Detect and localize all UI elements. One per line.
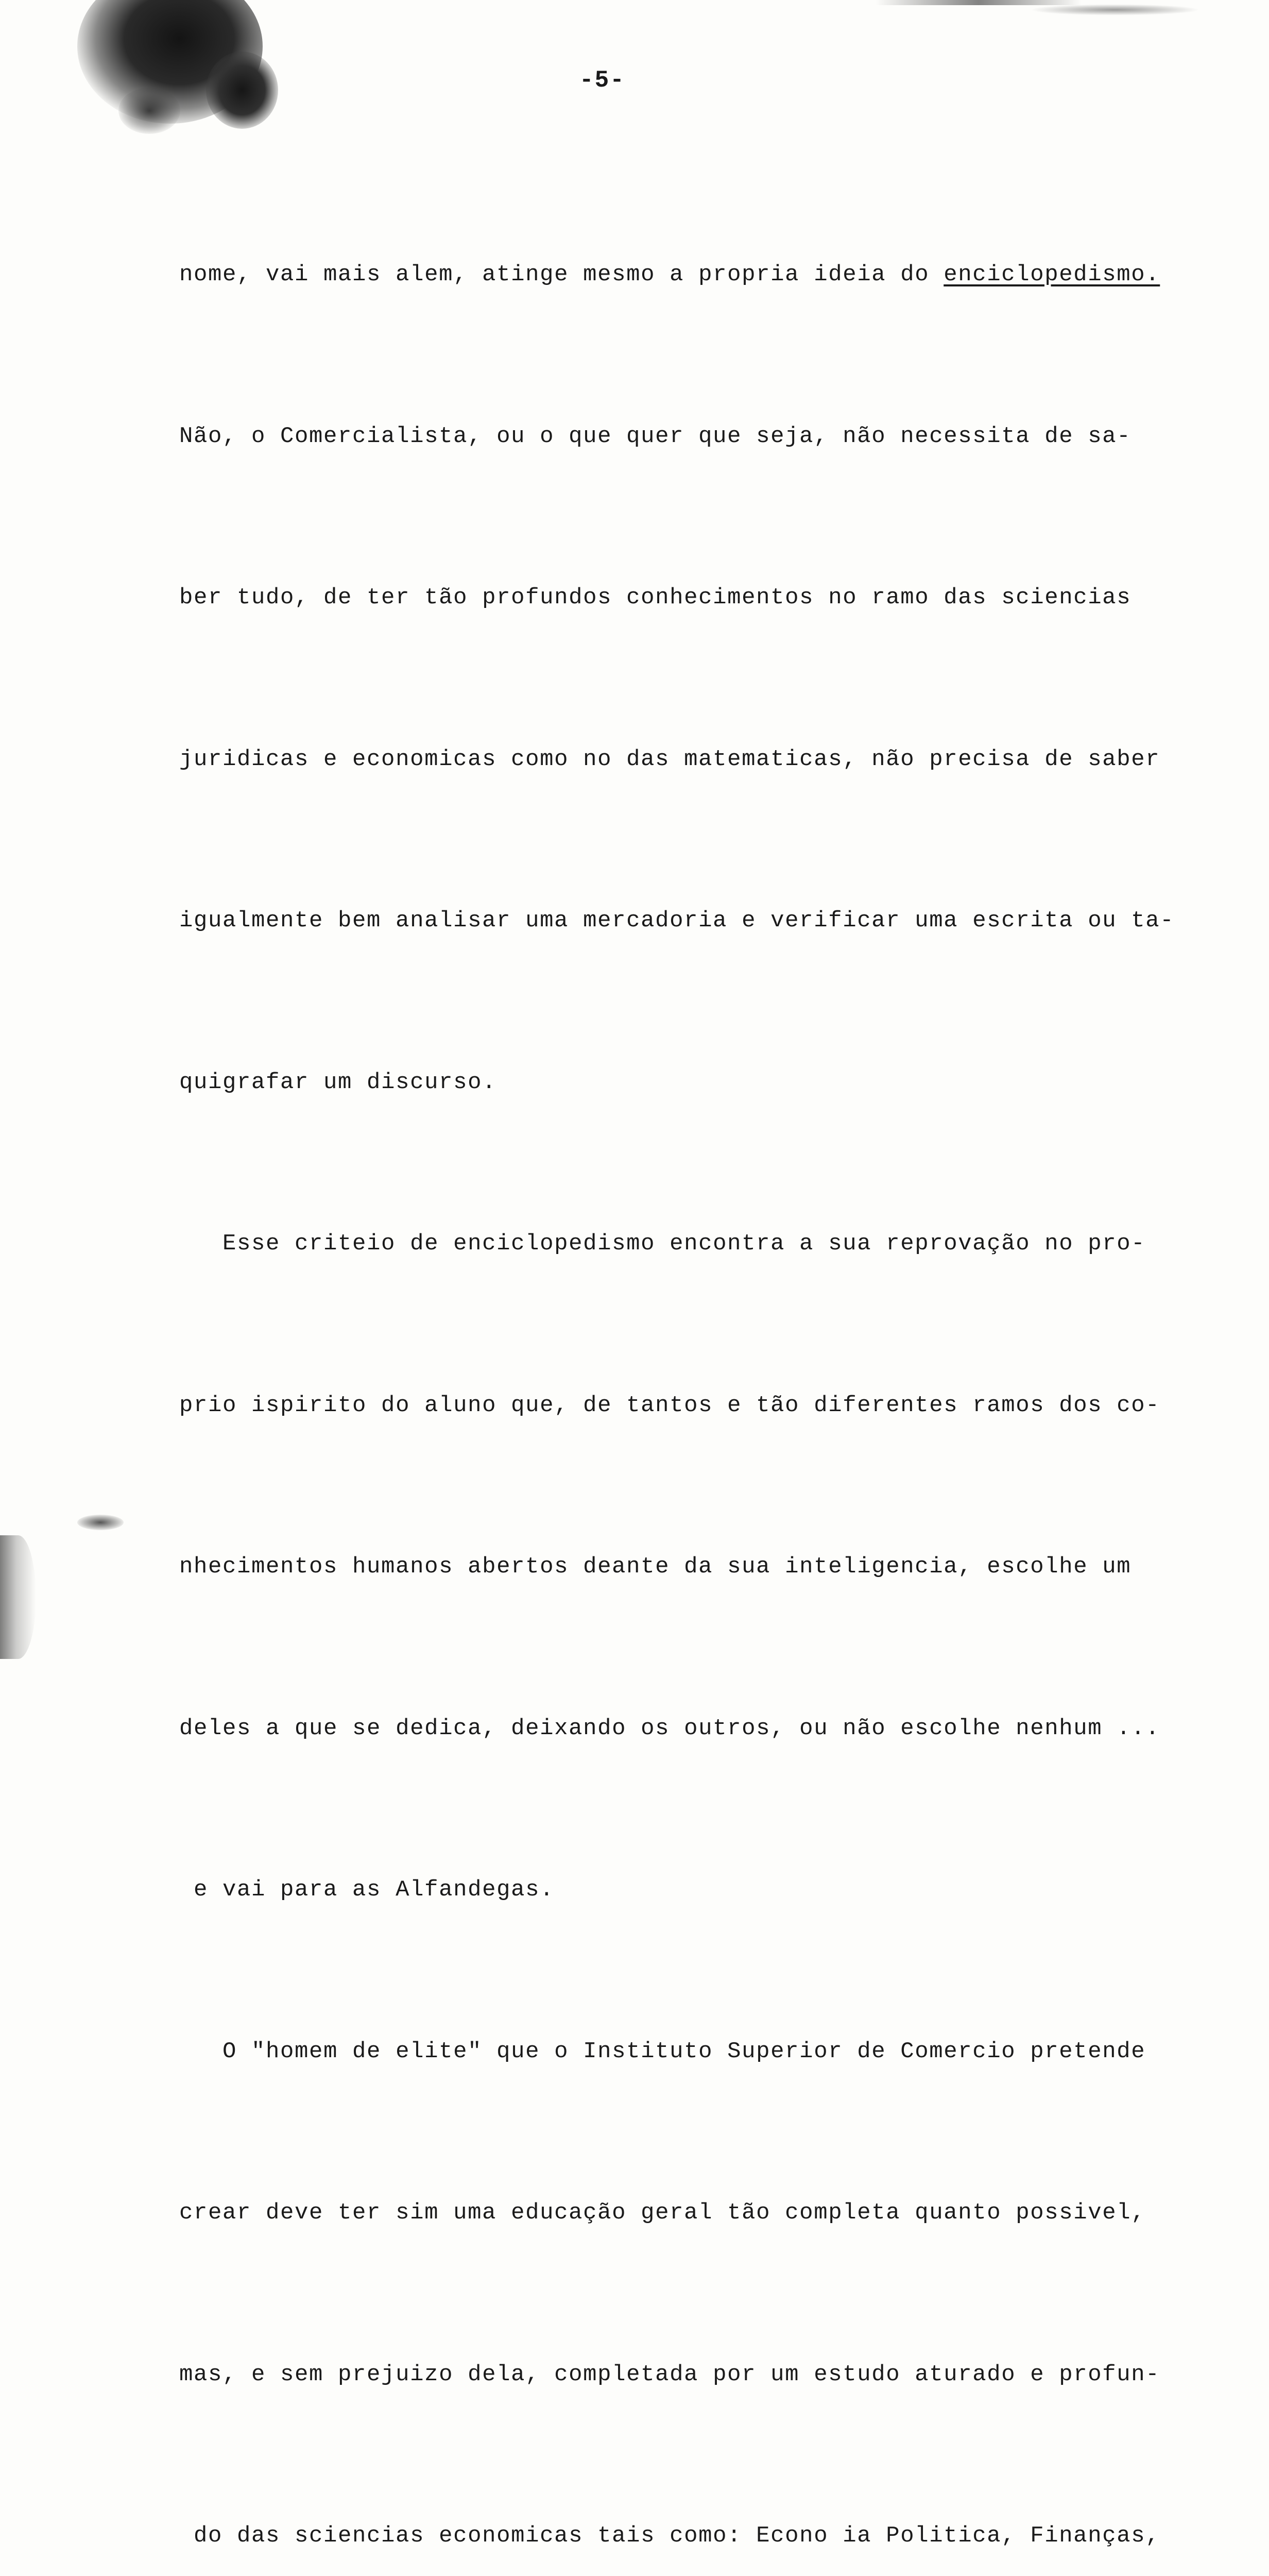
page-number: -5- [579,67,625,94]
text-line: crear deve ter sim uma educação geral tão completa quanto possivel, [179,2200,1146,2226]
text-line: O "homem de elite" que o Instituto Superior de Comercio pretende [179,2038,1146,2064]
text-line: ber tudo, de ter tão profundos conhecimentos no ramo das sciencias [179,585,1131,611]
text-line: igualmente bem analisar uma mercadoria e verificar uma escrita ou ta- [179,908,1175,934]
text-line [179,248,1240,302]
text-line: nhecimentos humanos abertos deante da sua inteligencia, escolhe um [179,1554,1131,1580]
typed-body-text [179,140,1240,2576]
ink-stain [77,1515,124,1530]
ink-stain [118,88,180,134]
ink-stain [77,0,263,124]
text-line: deles a que se dedica, deixando os outros, ou não escolhe nenhum ... [179,1715,1160,1741]
text-line: mas, e sem prejuizo dela, completada por um estudo aturado e profun- [179,2361,1160,2387]
text-line: Esse criteio de enciclopedismo encontra a sua reprovação no pro- [179,1231,1146,1257]
ink-stain [1030,4,1200,15]
ink-stain [876,0,1082,5]
text-line: Não, o Comercialista, ou o que quer que seja, não necessita de sa- [179,423,1131,449]
text-line: do das sciencias economicas tais como: Econo ia Politica, Finanças, [179,2523,1160,2549]
text-line: quigrafar um discurso. [179,1069,497,1095]
ink-stain [0,1535,36,1659]
text-line: prio ispirito do aluno que, de tantos e tão diferentes ramos dos co- [179,1392,1160,1418]
ink-stain [206,52,278,129]
text-line-content: nome, vai mais alem, atinge mesmo a propria ideia do [179,262,944,287]
text-line: juridicas e economicas como no das matematicas, não precisa de saber [179,746,1160,772]
text-line: e vai para as Alfandegas. [179,1877,555,1903]
underlined-word: enciclopedismo. [944,262,1160,287]
